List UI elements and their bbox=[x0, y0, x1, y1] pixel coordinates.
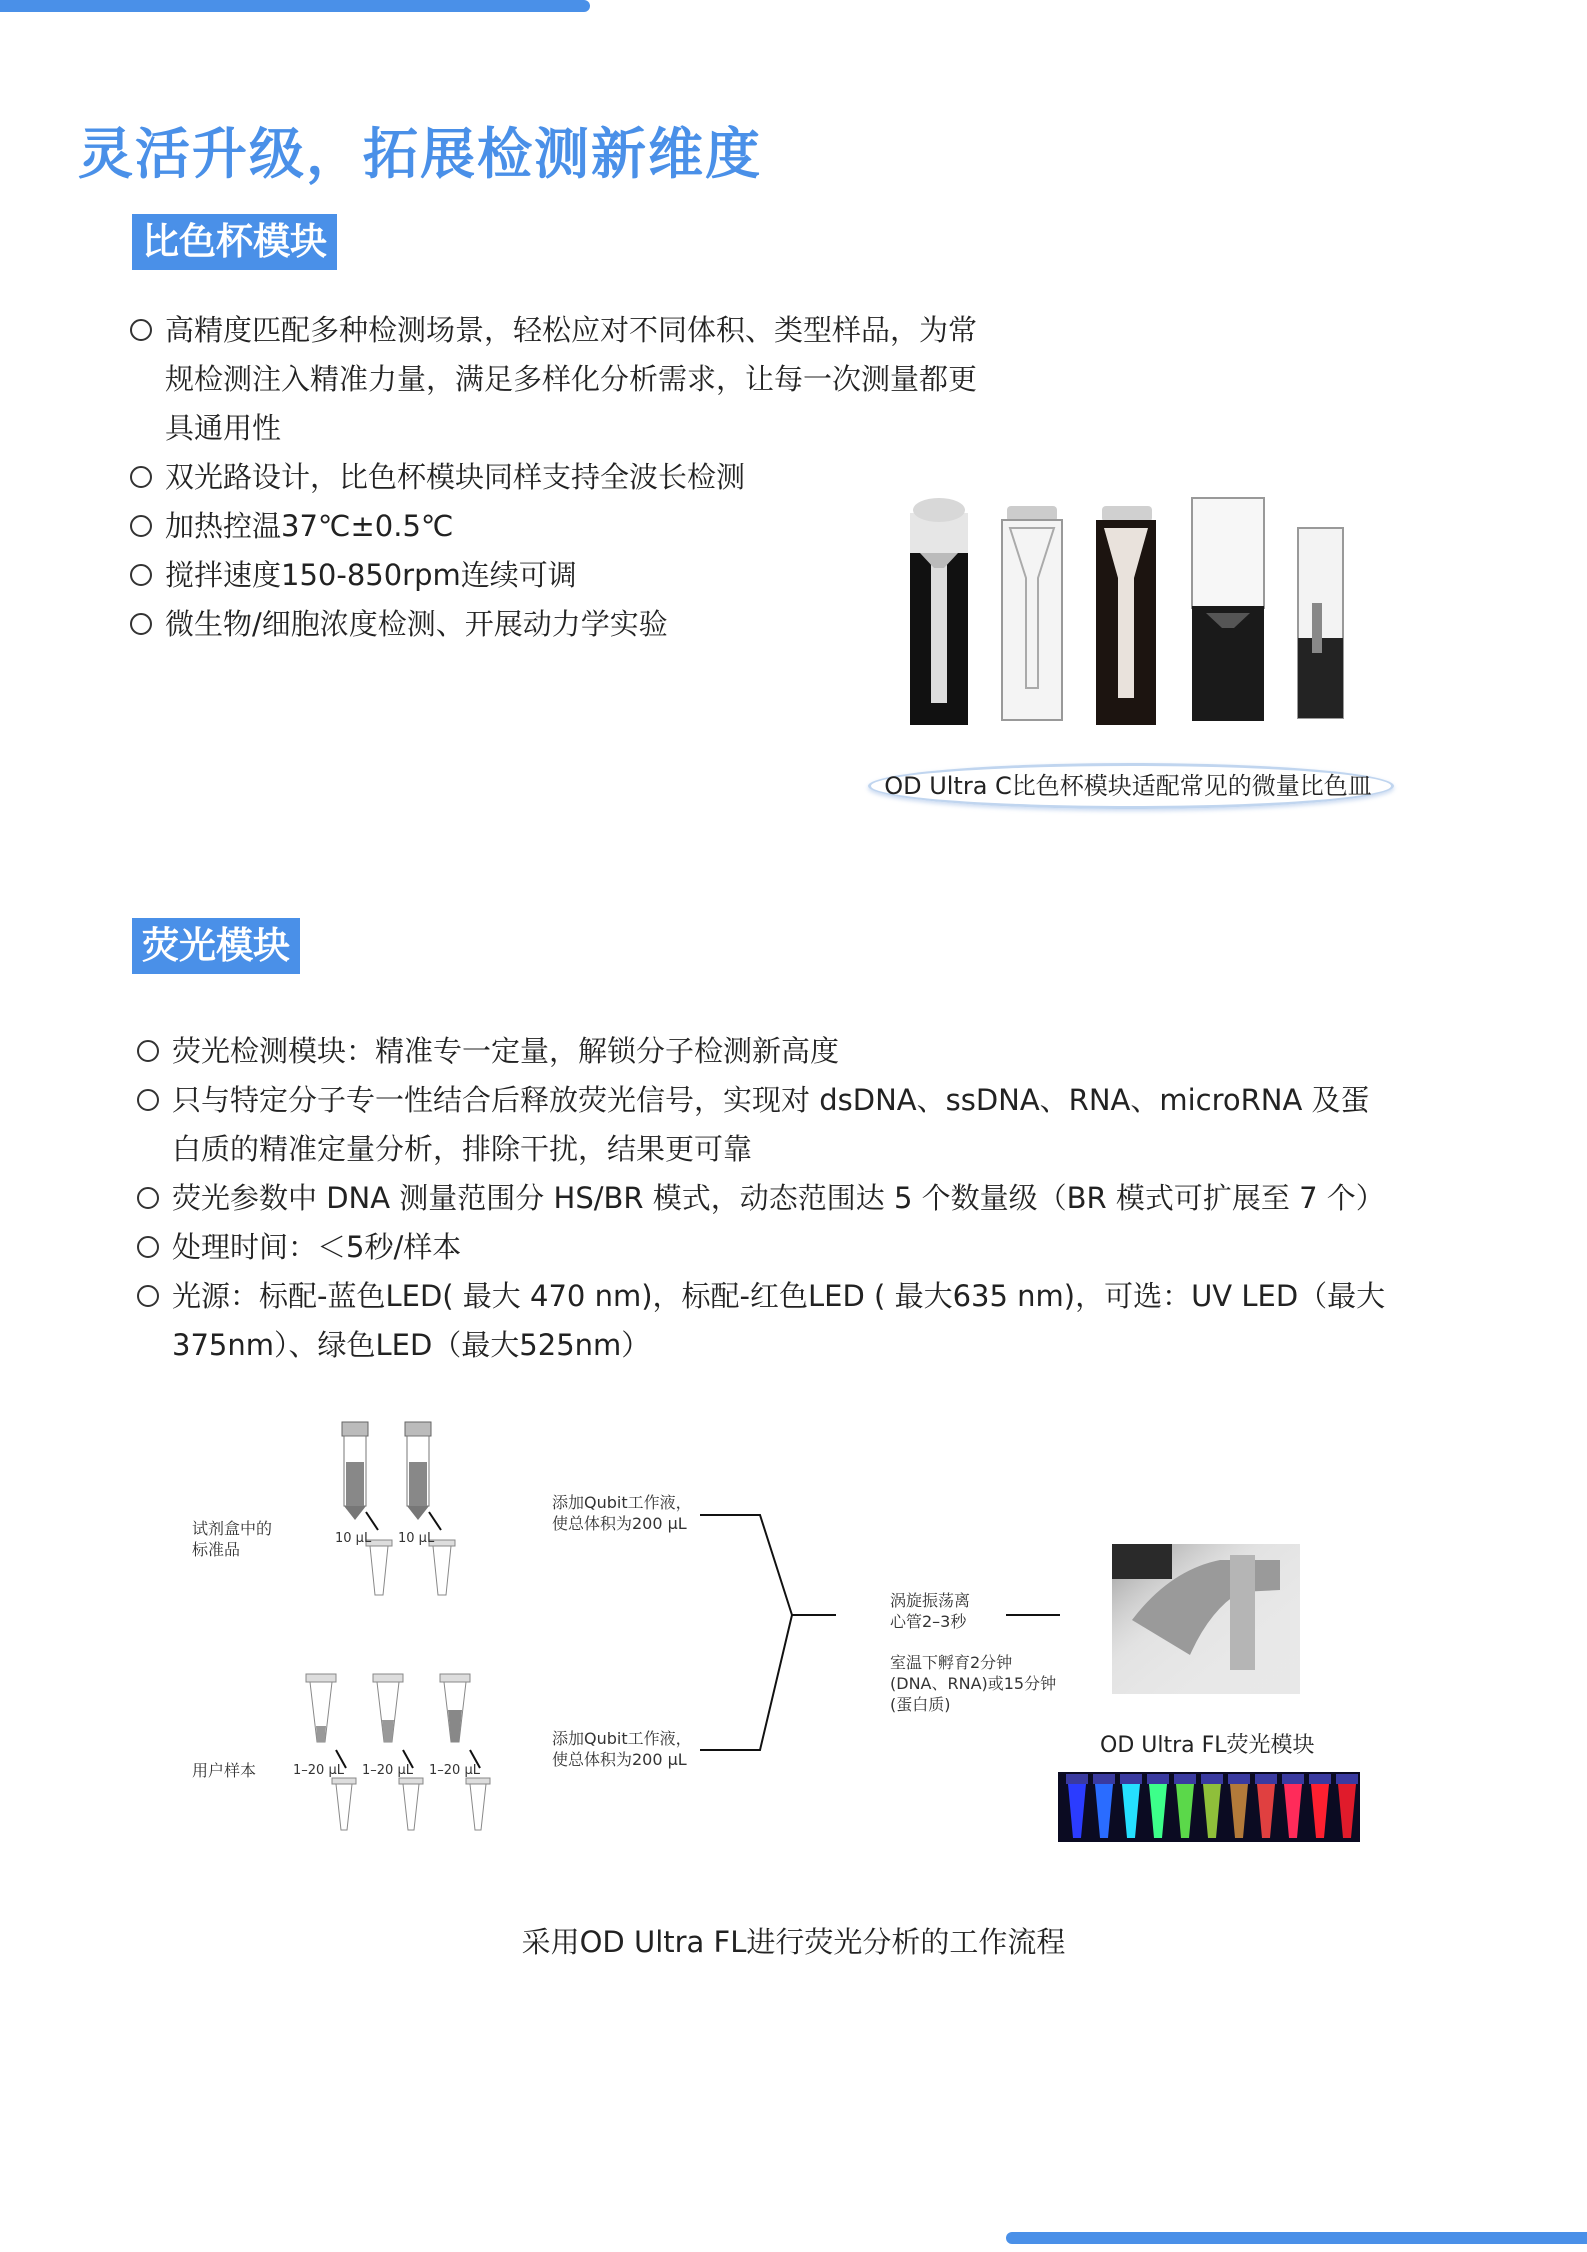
sample-volume-label: 1–20 µL bbox=[293, 1763, 344, 1778]
feature-item bbox=[137, 1223, 1385, 1272]
cuvette-feature-list bbox=[130, 306, 977, 649]
feature-text-line: 加热控温37℃±0.5℃ bbox=[165, 509, 454, 543]
tube-cap bbox=[1174, 1774, 1196, 1784]
user-sample-label: 用户样本 bbox=[192, 1761, 257, 1780]
feature-text-line: 只与特定分子专一性结合后释放荧光信号，实现对 dsDNA、ssDNA、RNA、microRNA 及蛋 bbox=[172, 1083, 1370, 1117]
add-reagent-line: 添加Qubit工作液， bbox=[552, 1493, 692, 1512]
vortex-label bbox=[890, 1590, 970, 1632]
tube-cap bbox=[1093, 1774, 1115, 1784]
sample-tube-1 bbox=[306, 1674, 336, 1742]
feature-item bbox=[130, 306, 977, 453]
standards-label-line: 标准品 bbox=[192, 1540, 241, 1559]
feature-item bbox=[130, 600, 977, 649]
cuvette-black-1 bbox=[910, 498, 968, 725]
fluorescence-module-image bbox=[1112, 1544, 1300, 1694]
add-reagent-label-top bbox=[552, 1492, 692, 1534]
feature-item bbox=[137, 1174, 1385, 1223]
bullet-circle-icon bbox=[130, 466, 152, 488]
vortex-line: 心管2–3秒 bbox=[890, 1612, 967, 1631]
feature-text-line: 搅拌速度150-850rpm连续可调 bbox=[165, 558, 577, 592]
sample-volume-label: 1–20 µL bbox=[429, 1763, 480, 1778]
workflow-diagram bbox=[180, 1420, 1380, 1880]
cuvette-brown bbox=[1096, 506, 1156, 725]
vortex-line: 涡旋振荡离 bbox=[890, 1591, 971, 1610]
standard-tube-2 bbox=[405, 1422, 431, 1520]
assay-tube-5 bbox=[466, 1778, 490, 1830]
add-reagent-line: 使总体积为200 µL bbox=[552, 1514, 687, 1533]
fl-module-label: OD Ultra FL荧光模块 bbox=[1100, 1733, 1315, 1758]
section-tag-cuvette: 比色杯模块 bbox=[132, 214, 337, 270]
tube-cap bbox=[1309, 1774, 1331, 1784]
standards-label bbox=[192, 1518, 272, 1560]
bullet-circle-icon bbox=[130, 613, 152, 635]
bullet-circle-icon bbox=[137, 1236, 159, 1258]
cuvette-clear bbox=[1002, 506, 1062, 720]
bullet-circle-icon bbox=[130, 564, 152, 586]
feature-item bbox=[137, 1272, 1385, 1370]
feature-item bbox=[137, 1027, 1385, 1076]
bullet-circle-icon bbox=[130, 515, 152, 537]
feature-item bbox=[130, 502, 977, 551]
tube-cap bbox=[1066, 1774, 1088, 1784]
tube-cap bbox=[1120, 1774, 1142, 1784]
section-tag-fluorescence: 荧光模块 bbox=[132, 918, 300, 974]
feature-text-line: 白质的精准定量分析，排除干扰，结果更可靠 bbox=[172, 1132, 753, 1166]
tube-cap bbox=[1255, 1774, 1277, 1784]
add-reagent-line: 使总体积为200 µL bbox=[552, 1750, 687, 1769]
standard-volume-label: 10 µL bbox=[398, 1531, 435, 1546]
feature-text-line: 处理时间：＜5秒/样本 bbox=[172, 1230, 462, 1264]
add-reagent-label-bottom bbox=[552, 1728, 692, 1770]
top-accent-bar bbox=[0, 0, 590, 12]
add-reagent-line: 添加Qubit工作液， bbox=[552, 1729, 692, 1748]
feature-text-line: 双光路设计，比色杯模块同样支持全波长检测 bbox=[165, 460, 746, 494]
fluorescence-feature-list bbox=[137, 1027, 1385, 1370]
bullet-circle-icon bbox=[137, 1040, 159, 1062]
feature-item bbox=[130, 453, 977, 502]
assay-tube-4 bbox=[399, 1778, 423, 1830]
workflow-caption: 采用OD Ultra FL进行荧光分析的工作流程 bbox=[521, 1925, 1066, 1959]
bullet-circle-icon bbox=[137, 1285, 159, 1307]
incubate-label bbox=[890, 1652, 1056, 1715]
feature-text-line: 光源：标配-蓝色LED( 最大 470 nm)，标配-红色LED ( 最大635 nm)，可选：UV LED（最大 bbox=[172, 1279, 1386, 1313]
bottom-accent-bar bbox=[1006, 2232, 1587, 2244]
sample-volume-label: 1–20 µL bbox=[362, 1763, 413, 1778]
feature-text-line: 具通用性 bbox=[165, 411, 282, 445]
tube-cap bbox=[1282, 1774, 1304, 1784]
sample-tube-3 bbox=[440, 1674, 470, 1742]
feature-item bbox=[130, 551, 977, 600]
cuvette-small bbox=[1298, 528, 1343, 718]
feature-text-line: 荧光检测模块：精准专一定量，解锁分子检测新高度 bbox=[172, 1034, 840, 1068]
assay-tube-3 bbox=[332, 1778, 356, 1830]
incubate-line: (DNA、RNA)或15分钟 bbox=[890, 1674, 1057, 1693]
standard-tube-1 bbox=[342, 1422, 368, 1520]
tube-cap bbox=[1336, 1774, 1358, 1784]
tube-cap bbox=[1201, 1774, 1223, 1784]
feature-text-line: 荧光参数中 DNA 测量范围分 HS/BR 模式，动态范围达 5 个数量级（BR 模式可扩展至 7 个） bbox=[172, 1181, 1385, 1215]
fluorescent-tubes-image bbox=[1058, 1772, 1360, 1842]
feature-text-line: 高精度匹配多种检测场景，轻松应对不同体积、类型样品，为常 bbox=[165, 313, 978, 347]
feature-text-line: 规检测注入精准力量，满足多样化分析需求，让每一次测量都更 bbox=[165, 362, 978, 396]
standard-volume-label: 10 µL bbox=[335, 1531, 372, 1546]
sample-tube-2 bbox=[373, 1674, 403, 1742]
tube-cap bbox=[1147, 1774, 1169, 1784]
page-title: 灵活升级，拓展检测新维度 bbox=[78, 122, 763, 186]
cuvette-tall bbox=[1192, 498, 1264, 721]
feature-text-line: 375nm）、绿色LED（最大525nm） bbox=[172, 1328, 651, 1362]
incubate-line: (蛋白质) bbox=[890, 1695, 951, 1714]
feature-text-line: 微生物/细胞浓度检测、开展动力学实验 bbox=[165, 607, 668, 641]
cuvettes-image bbox=[900, 488, 1370, 728]
incubate-line: 室温下孵育2分钟 bbox=[890, 1653, 1013, 1672]
feature-item bbox=[137, 1076, 1385, 1174]
bullet-circle-icon bbox=[137, 1187, 159, 1209]
tube-cap bbox=[1228, 1774, 1250, 1784]
bullet-circle-icon bbox=[137, 1089, 159, 1111]
bullet-circle-icon bbox=[130, 319, 152, 341]
cuvette-image-caption: OD Ultra C比色杯模块适配常见的微量比色皿 bbox=[884, 772, 1372, 800]
standards-label-line: 试剂盒中的 bbox=[192, 1519, 273, 1538]
